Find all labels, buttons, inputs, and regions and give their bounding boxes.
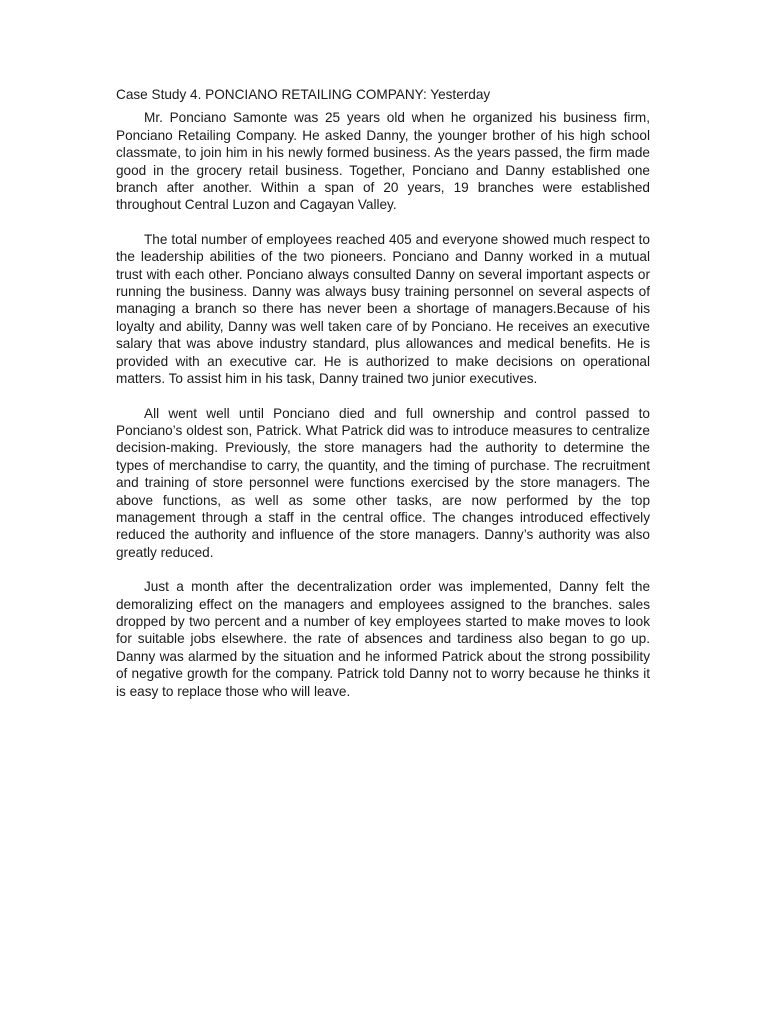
document-title: Case Study 4. PONCIANO RETAILING COMPANY: Yesterday	[116, 87, 491, 102]
paragraph-1: Mr. Ponciano Samonte was 25 years old when he organized his business firm, Ponciano Retailing Company. He asked Danny, the younger brother of his high school classmate, to join him in his newly formed business. As the years passed, the firm made good in the grocery retail business. Together, Ponciano and Danny established one branch after another. Within a span of 20 years, 19 branches were established throughout Central Luzon and Cagayan Valley.	[116, 110, 650, 213]
paragraph-3: All went well until Ponciano died and full ownership and control passed to Ponciano’s oldest son, Patrick. What Patrick did was to introduce measures to centralize decision-making. Previously, the store managers had the authority to determine the types of merchandise to carry, the quantity, and the timing of purchase. The recruitment and training of store personnel were functions exercised by the store managers. The above functions, as well as some other tasks, are now performed by the top management through a staff in the central office. The changes introduced effectively reduced the authority and influence of the store managers. Danny’s authority was also greatly reduced.	[116, 405, 650, 560]
paragraph-2: The total number of employees reached 405 and everyone showed much respect to the leadership abilities of the two pioneers. Ponciano and Danny worked in a mutual trust with each other. Ponciano always consulted Danny on several important aspects or running the business. Danny was always busy training personnel on several aspects of managing a branch so there has never been a shortage of managers.Because of his loyalty and ability, Danny was well taken care of by Ponciano. He receives an executive salary that was above industry standard, plus allowances and medical benefits. He is provided with an executive car. He is authorized to make decisions on operational matters. To assist him in his task, Danny trained two junior executives.	[116, 231, 650, 387]
paragraph-4: Just a month after the decentralization order was implemented, Danny felt the demoralizing effect on the managers and employees assigned to the branches. sales dropped by two percent and a number of key employees started to make moves to look for suitable jobs elsewhere. the rate of absences and tardiness also began to go up. Danny was alarmed by the situation and he informed Patrick about the strong possibility of negative growth for the company. Patrick told Danny not to worry because he thinks it is easy to replace those who will leave.	[116, 579, 650, 699]
document-page	[116, 86, 650, 717]
